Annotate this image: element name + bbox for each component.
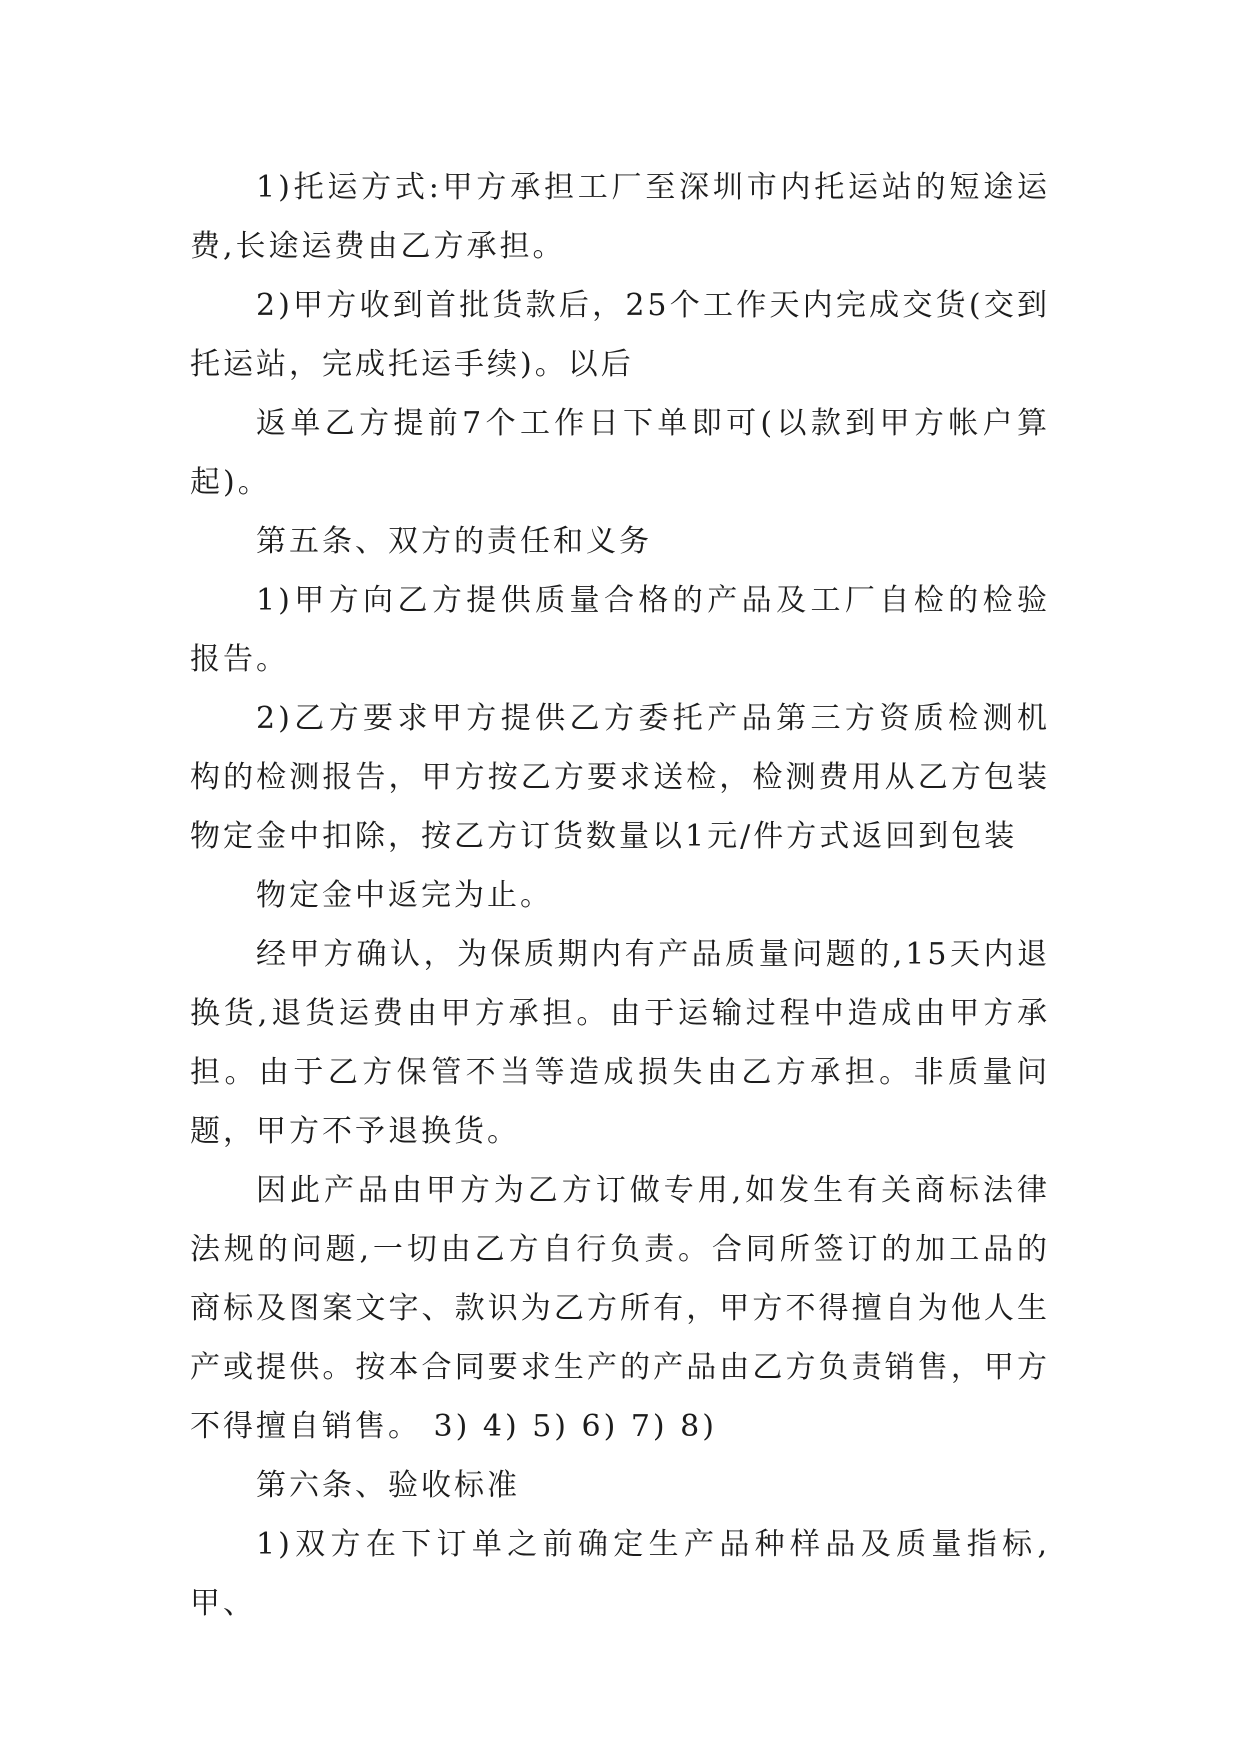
paragraph-delivery-time: 2)甲方收到首批货款后，25个工作天内完成交货(交到托运站，完成托运手续)。以后	[190, 288, 1050, 382]
paragraph-deposit-return: 物定金中返完为止。	[256, 878, 553, 913]
section-heading-article-5: 第五条、双方的责任和义务	[256, 524, 652, 559]
paragraph-acceptance-samples: 1)双方在下订单之前确定生产品种样品及质量指标,甲、	[190, 1527, 1050, 1621]
document-body	[190, 158, 1050, 1633]
paragraph-third-party-testing: 2)乙方要求甲方提供乙方委托产品第三方资质检测机构的检测报告，甲方按乙方要求送检，检测费用从乙方包装物定金中扣除，按乙方订货数量以1元/件方式返回到包装	[190, 701, 1050, 854]
section-heading-article-6: 第六条、验收标准	[256, 1468, 520, 1503]
paragraph-trademark: 因此产品由甲方为乙方订做专用,如发生有关商标法律法规的问题,一切由乙方自行负责。合同所签订的加工品的商标及图案文字、款识为乙方所有，甲方不得擅自为他人生产或提供。按本合同要求生产的产品由乙方负责销售，甲方不得擅自销售。 3) 4) 5) 6) 7) 8)	[190, 1173, 1050, 1444]
paragraph-returns: 经甲方确认，为保质期内有产品质量问题的,15天内退换货,退货运费由甲方承担。由于运输过程中造成由甲方承担。由于乙方保管不当等造成损失由乙方承担。非质量问题，甲方不予退换货。	[190, 937, 1050, 1149]
paragraph-quality-report: 1)甲方向乙方提供质量合格的产品及工厂自检的检验报告。	[190, 583, 1050, 677]
paragraph-shipping-method: 1)托运方式:甲方承担工厂至深圳市内托运站的短途运费,长途运费由乙方承担。	[190, 170, 1050, 264]
paragraph-reorder: 返单乙方提前7个工作日下单即可(以款到甲方帐户算起)。	[190, 406, 1050, 500]
